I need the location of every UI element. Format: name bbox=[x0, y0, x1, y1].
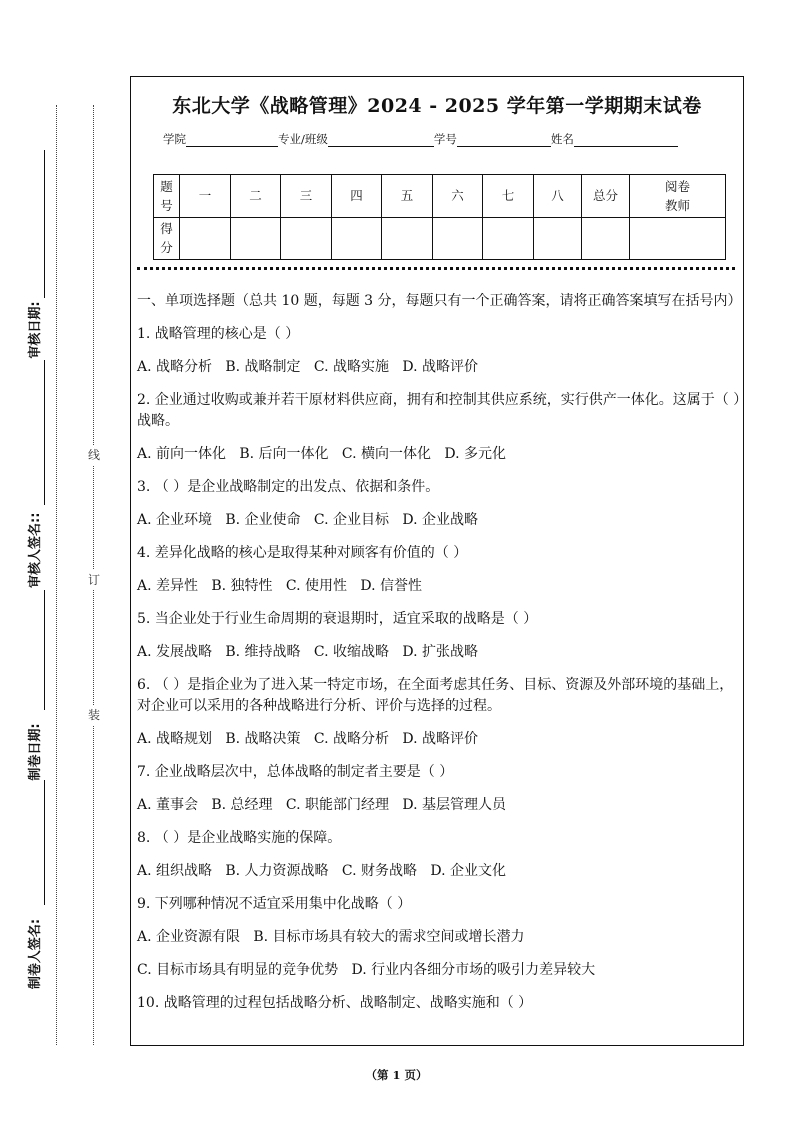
score-cell[interactable] bbox=[382, 217, 433, 260]
options-3: A. 企业环境 B. 企业使命 C. 企业目标 D. 企业战略 bbox=[137, 512, 478, 528]
options-1: A. 战略分析 B. 战略制定 C. 战略实施 D. 战略评价 bbox=[137, 359, 478, 375]
college-field[interactable] bbox=[186, 132, 278, 147]
column-header: 阅卷教师 bbox=[630, 175, 726, 218]
question-9: 9. 下列哪种情况不适宜采用集中化战略（ ） bbox=[137, 896, 412, 912]
score-cell[interactable] bbox=[180, 217, 231, 260]
review-date-label: 审核日期: bbox=[28, 301, 43, 359]
column-header: 二 bbox=[231, 175, 281, 218]
column-header: 总分 bbox=[582, 175, 630, 218]
college-label: 学院 bbox=[163, 132, 186, 146]
score-table-header-row bbox=[154, 175, 726, 218]
binding-staple-char: 订 bbox=[87, 570, 101, 590]
name-field[interactable] bbox=[574, 132, 678, 147]
score-cell[interactable] bbox=[483, 217, 534, 260]
student-info-row bbox=[163, 131, 733, 147]
student-id-label: 学号 bbox=[433, 132, 457, 146]
score-cell[interactable] bbox=[433, 217, 483, 260]
score-row-header: 得分 bbox=[154, 217, 180, 260]
binding-dotted-line-left bbox=[56, 105, 57, 1045]
question-6: 6. （ ）是指企业为了进入某一特定市场，在全面考虑其任务、目标、资源及外部环境的基础上，对企业可以采用的各种战略进行分析、评价与选择的过程。 bbox=[137, 677, 734, 714]
column-header: 五 bbox=[382, 175, 433, 218]
column-header: 八 bbox=[534, 175, 582, 218]
paper-maker-signature-underline bbox=[44, 780, 45, 905]
score-table-score-row bbox=[154, 217, 726, 260]
column-header: 六 bbox=[433, 175, 483, 218]
score-cell[interactable] bbox=[281, 217, 332, 260]
student-id-field[interactable] bbox=[457, 132, 551, 147]
options-7: A. 董事会 B. 总经理 C. 职能部门经理 D. 基层管理人员 bbox=[137, 797, 506, 813]
reviewer-signature-label: 审核人签名:: bbox=[28, 512, 43, 588]
score-cell[interactable] bbox=[332, 217, 382, 260]
options-2: A. 前向一体化 B. 后向一体化 C. 横向一体化 D. 多元化 bbox=[137, 446, 506, 462]
reviewer-signature-underline bbox=[44, 360, 45, 505]
column-header: 四 bbox=[332, 175, 382, 218]
options-6: A. 战略规划 B. 战略决策 C. 战略分析 D. 战略评价 bbox=[137, 731, 478, 747]
question-number-header: 题号 bbox=[154, 175, 180, 218]
score-cell[interactable] bbox=[231, 217, 281, 260]
score-cell[interactable] bbox=[630, 217, 726, 260]
page-number: （第 1 页） bbox=[365, 1068, 428, 1082]
question-2: 2. 企业通过收购或兼并若干原材料供应商，拥有和控制其供应系统，实行供产一体化。这属于（ ）战略。 bbox=[137, 392, 741, 429]
question-4: 4. 差异化战略的核心是取得某种对顾客有价值的（ ） bbox=[137, 545, 468, 561]
question-content bbox=[137, 291, 741, 1014]
score-cell[interactable] bbox=[582, 217, 630, 260]
binding-line-char: 线 bbox=[87, 445, 101, 465]
question-7: 7. 企业战略层次中，总体战略的制定者主要是（ ） bbox=[137, 764, 454, 780]
question-5: 5. 当企业处于行业生命周期的衰退期时，适宜采取的战略是（ ） bbox=[137, 611, 538, 627]
options-4: A. 差异性 B. 独特性 C. 使用性 D. 信誉性 bbox=[137, 578, 422, 594]
options-9a: A. 企业资源有限 B. 目标市场具有较大的需求空间或增长潜力 bbox=[137, 929, 525, 945]
options-8: A. 组织战略 B. 人力资源战略 C. 财务战略 D. 企业文化 bbox=[137, 863, 506, 879]
column-header: 七 bbox=[483, 175, 534, 218]
question-10: 10. 战略管理的过程包括战略分析、战略制定、战略实施和（ ） bbox=[137, 995, 533, 1011]
exam-frame bbox=[130, 76, 744, 1046]
section-divider bbox=[137, 267, 735, 270]
score-table bbox=[153, 174, 726, 260]
name-label: 姓名 bbox=[550, 132, 574, 146]
question-1: 1. 战略管理的核心是（ ） bbox=[137, 326, 300, 342]
question-3: 3. （ ）是企业战略制定的出发点、依据和条件。 bbox=[137, 479, 440, 495]
review-date-underline bbox=[44, 150, 45, 298]
score-cell[interactable] bbox=[534, 217, 582, 260]
section-heading: 一、单项选择题（总共 10 题，每题 3 分，每题只有一个正确答案，请将正确答案填写在括号内） bbox=[137, 293, 742, 309]
column-header: 一 bbox=[180, 175, 231, 218]
paper-maker-signature-label: 制卷人签名: bbox=[28, 918, 43, 990]
major-field[interactable] bbox=[328, 132, 434, 147]
options-9b: C. 目标市场具有明显的竞争优势 D. 行业内各细分市场的吸引力差异较大 bbox=[137, 962, 596, 978]
major-label: 专业/班级 bbox=[278, 132, 328, 146]
paper-date-underline bbox=[44, 590, 45, 710]
paper-date-label: 制卷日期: bbox=[28, 723, 43, 781]
column-header: 三 bbox=[281, 175, 332, 218]
exam-title: 东北大学《战略管理》2024 - 2025 学年第一学期期末试卷 bbox=[172, 95, 702, 117]
question-8: 8. （ ）是企业战略实施的保障。 bbox=[137, 830, 342, 846]
binding-fold-char: 装 bbox=[87, 705, 101, 725]
options-5: A. 发展战略 B. 维持战略 C. 收缩战略 D. 扩张战略 bbox=[137, 644, 478, 660]
